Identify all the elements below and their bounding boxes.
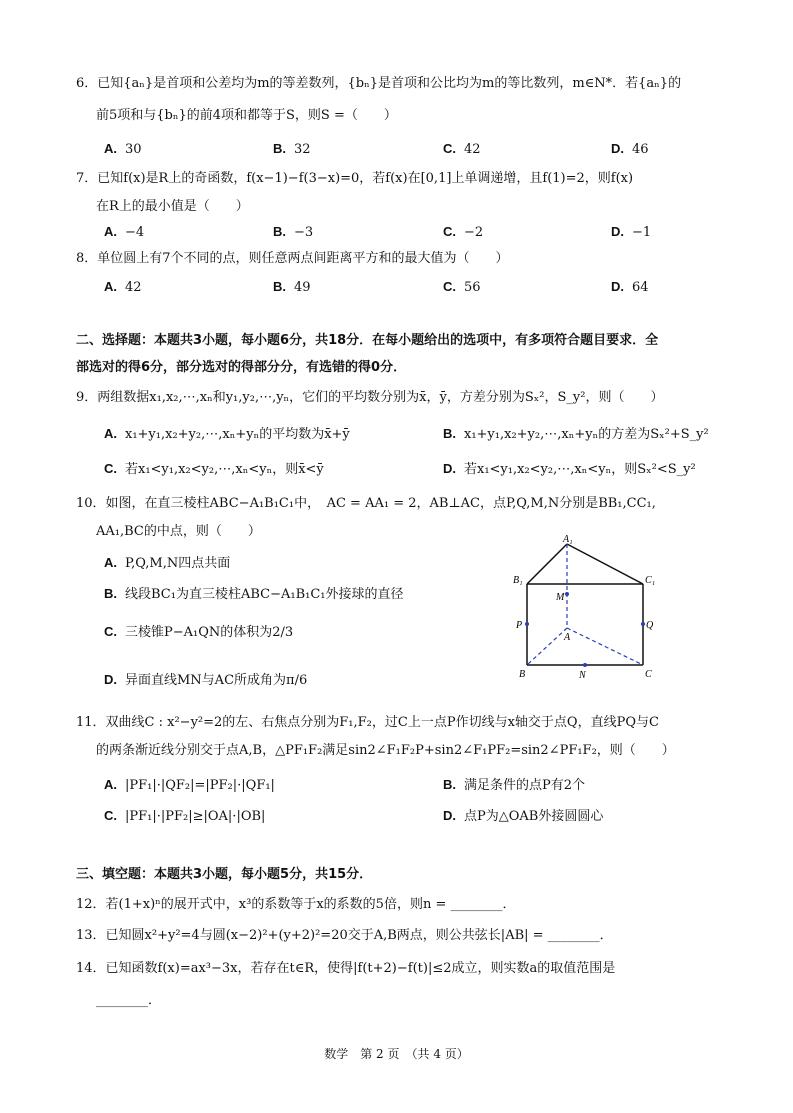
point-m: [565, 592, 569, 596]
q6-option-c: C. 42: [443, 141, 481, 157]
label-c: C: [645, 669, 652, 680]
q9-option-d: D. 若x₁<y₁,x₂<y₂,⋯,xₙ<yₙ，则Sₓ²<S_y²: [443, 461, 696, 477]
q12-stem: 12．若(1+x)ⁿ的展开式中，x³的系数等于x的系数的5倍，则n = ________．: [76, 897, 516, 912]
q11-stem-line2: 的两条渐近线分别交于点A,B，△PF₁F₂满足sin2∠F₁F₂P+sin2∠F₁PF₂=sin2∠PF₁F₂，则（ ）: [96, 743, 675, 758]
q8-stem: 8．单位圆上有7个不同的点，则任意两点间距离平方和的最大值为（ ）: [76, 251, 509, 266]
edge-a-c: [567, 628, 643, 665]
section2-heading-line2: 部选对的得6分，部分选对的得部分分，有选错的得0分．: [76, 360, 407, 375]
q13-stem: 13．已知圆x²+y²=4与圆(x−2)²+(y+2)²=20交于A,B两点，则公共弦长|AB| = ________．: [76, 928, 613, 943]
q8-option-b: B. 49: [273, 279, 311, 295]
q10-option-a: A. P,Q,M,N四点共面: [104, 555, 231, 571]
q7-option-a: A. −4: [104, 224, 145, 240]
q10-option-d: D. 异面直线MN与AC所成角为π/6: [104, 672, 308, 688]
q7-option-c: C. −2: [443, 224, 484, 240]
q6-stem-line1: 6．已知{aₙ}是首项和公差均为m的等差数列，{bₙ}是首项和公比均为m的等比数列，m∈N*．若{aₙ}的: [76, 76, 682, 91]
label-n: N: [579, 670, 586, 681]
label-b: B: [519, 669, 526, 680]
q10-option-b: B. 线段BC₁为直三棱柱ABC−A₁B₁C₁外接球的直径: [104, 586, 404, 602]
q10-option-c: C. 三棱锥P−A₁QN的体积为2/3: [104, 624, 294, 640]
q11-option-d: D. 点P为△OAB外接圆圆心: [443, 808, 604, 824]
edge-a1-b1: [527, 544, 567, 584]
q8-option-a: A. 42: [104, 279, 142, 295]
q7-option-d: D. −1: [611, 224, 652, 240]
edge-a-b: [527, 628, 567, 665]
point-q: [641, 622, 645, 626]
q14-stem-line2: ________．: [96, 993, 162, 1008]
label-b1: B₁: [513, 575, 523, 586]
page-footer: 数学 第 2 页 （共 4 页）: [324, 1047, 469, 1061]
label-q: Q: [646, 620, 654, 631]
q11-option-a: A. |PF₁|·|QF₂|=|PF₂|·|QF₁|: [104, 777, 275, 793]
q14-stem-line1: 14．已知函数f(x)=ax³−3x，若存在t∈R，使得|f(t+2)−f(t)|≤2成立，则实数a的取值范围是: [76, 961, 616, 976]
section3-heading: 三、填空题：本题共3小题，每小题5分，共15分．: [76, 867, 373, 882]
label-a1: A₁: [563, 534, 573, 545]
point-p: [525, 622, 529, 626]
label-p: P: [516, 620, 523, 631]
q11-stem-line1: 11．双曲线C : x²−y²=2的左、右焦点分别为F₁,F₂，过C上一点P作切线与x轴交于点Q，直线PQ与C: [76, 715, 659, 730]
q6-option-b: B. 32: [273, 141, 311, 157]
q8-option-c: C. 56: [443, 279, 481, 295]
q7-stem-line1: 7．已知f(x)是R上的奇函数，f(x−1)−f(3−x)=0，若f(x)在[0,1]上单调递增，且f(1)=2，则f(x): [76, 171, 634, 186]
q11-option-b: B. 满足条件的点P有2个: [443, 777, 586, 793]
q9-stem: 9．两组数据x₁,x₂,⋯,xₙ和y₁,y₂,⋯,yₙ，它们的平均数分别为x̄，ȳ，方差分别为Sₓ²，S_y²，则（ ）: [76, 390, 664, 405]
q9-option-a: A. x₁+y₁,x₂+y₂,⋯,xₙ+yₙ的平均数为x̄+ȳ: [104, 426, 350, 442]
q8-option-d: D. 64: [611, 279, 649, 295]
q10-stem-line2: AA₁,BC的中点，则（ ）: [96, 524, 261, 539]
label-m: M: [556, 592, 565, 603]
q6-option-d: D. 46: [611, 141, 649, 157]
q10-prism-figure: [505, 532, 665, 682]
label-c1: C₁: [645, 575, 656, 586]
q11-option-c: C. |PF₁|·|PF₂|≥|OA|·|OB|: [104, 808, 266, 824]
point-n: [583, 663, 587, 667]
q10-stem-line1: 10．如图，在直三棱柱ABC−A₁B₁C₁中， AC = AA₁ = 2，AB⊥AC，点P,Q,M,N分别是BB₁,CC₁,: [76, 496, 656, 511]
q9-option-b: B. x₁+y₁,x₂+y₂,⋯,xₙ+yₙ的方差为Sₓ²+S_y²: [443, 426, 709, 442]
q6-option-a: A. 30: [104, 141, 142, 157]
label-a: A: [564, 632, 571, 643]
q7-stem-line2: 在R上的最小值是（ ）: [96, 199, 249, 214]
q9-option-c: C. 若x₁<y₁,x₂<y₂,⋯,xₙ<yₙ，则x̄<ȳ: [104, 461, 324, 477]
section2-heading-line1: 二、选择题：本题共3小题，每小题6分，共18分．在每小题给出的选项中，有多项符合题目要求．全: [76, 333, 659, 348]
edge-a1-c1: [567, 544, 643, 584]
q7-option-b: B. −3: [273, 224, 314, 240]
q6-stem-line2: 前5项和与{bₙ}的前4项和都等于S，则S =（ ）: [96, 108, 397, 123]
